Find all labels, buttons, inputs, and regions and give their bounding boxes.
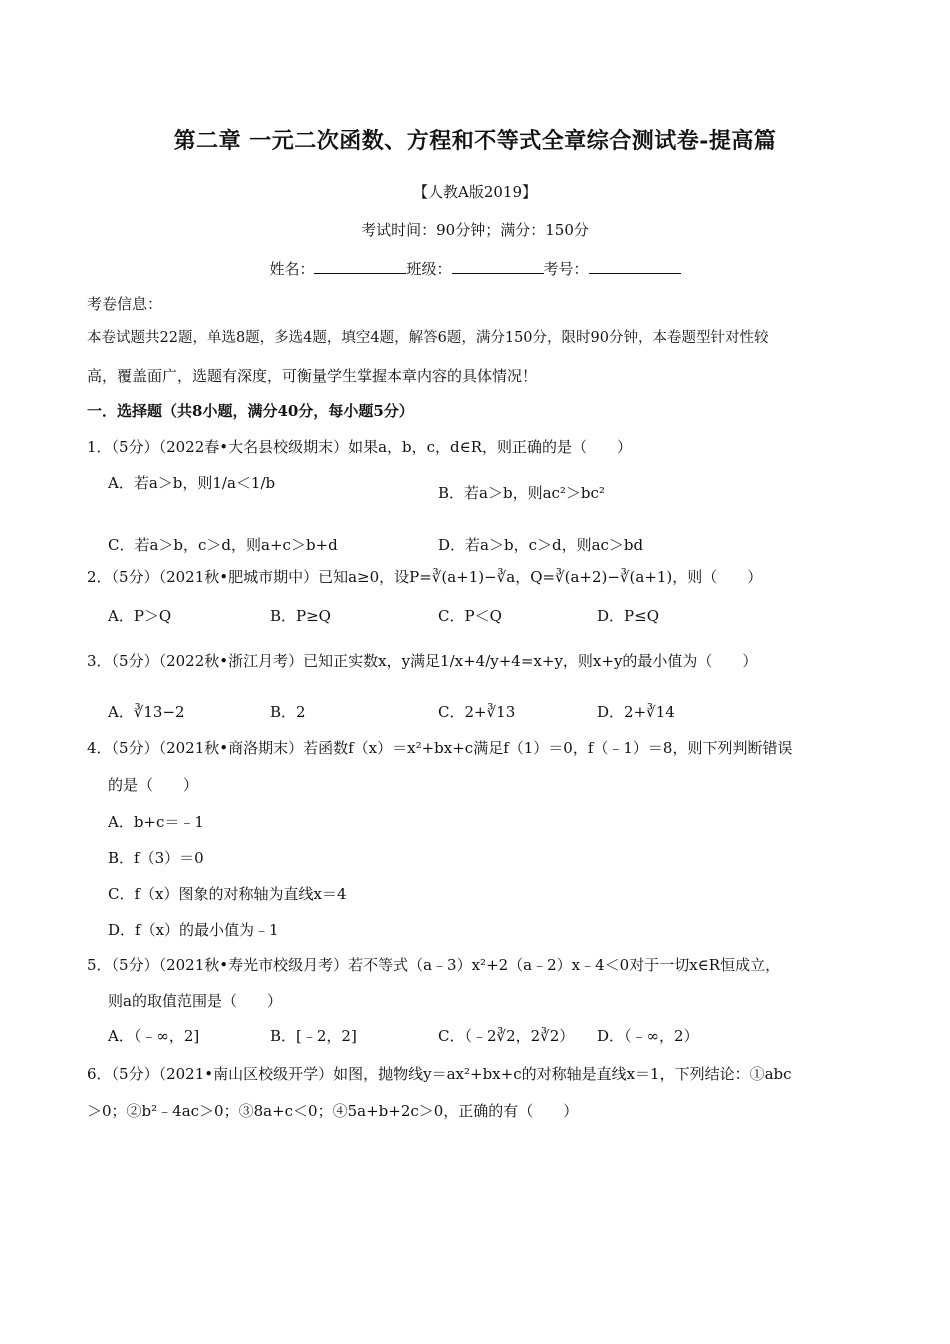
class-label: 班级： <box>406 260 452 278</box>
q5-option-b[interactable]: B．[﹣2，2] <box>270 1027 357 1045</box>
q1-option-a[interactable]: A．若a＞b，则1/a＜1/b <box>108 474 276 492</box>
q2-option-c[interactable]: C．P＜Q <box>438 607 502 625</box>
id-blank[interactable] <box>589 259 681 274</box>
question-4-stem-line1: 4．（5分）（2021秋•商洛期末）若函数f（x）＝x²+bx+c满足f（1）＝0，f（﹣1）＝8，则下列判断错误 <box>87 739 793 757</box>
id-label: 考号： <box>543 260 589 278</box>
info-heading: 考卷信息： <box>87 295 163 313</box>
exam-info: 考试时间：90分钟；满分：150分 <box>361 221 589 239</box>
info-line-1: 本卷试题共22题，单选8题，多选4题，填空4题，解答6题，满分150分，限时90分钟，本卷题型针对性较 <box>87 330 769 346</box>
q3-option-c[interactable]: C．2+∛13 <box>438 703 516 721</box>
question-3-stem: 3．（5分）（2022秋•浙江月考）已知正实数x，y满足1/x+4/y+4=x+y，则x+y的最小值为（ ） <box>87 652 758 670</box>
question-6-stem-line2: ＞0；②b²﹣4ac＞0；③8a+c＜0；④5a+b+2c＞0，正确的有（ ） <box>87 1102 579 1120</box>
q3-option-d[interactable]: D．2+∛14 <box>597 703 675 721</box>
q4-option-b[interactable]: B．f（3）＝0 <box>108 849 204 867</box>
q1-option-b[interactable]: B．若a＞b，则ac²＞bc² <box>438 484 605 502</box>
student-info-row <box>0 258 950 279</box>
q3-option-b[interactable]: B．2 <box>270 703 306 721</box>
q4-option-a[interactable]: A．b+c＝﹣1 <box>108 813 204 831</box>
page-title: 第二章 一元二次函数、方程和不等式全章综合测试卷-提高篇 <box>173 128 777 154</box>
q4-option-c[interactable]: C．f（x）图象的对称轴为直线x＝4 <box>108 885 347 903</box>
info-line-2: 高，覆盖面广，选题有深度，可衡量学生掌握本章内容的具体情况！ <box>87 367 538 385</box>
question-2-stem: 2．（5分）（2021秋•肥城市期中）已知a≥0，设P=∛(a+1)−∛a，Q=∛(a+2)−∛(a+1)，则（ ） <box>87 568 763 586</box>
q3-option-a[interactable]: A．∛13−2 <box>108 703 185 721</box>
q5-option-d[interactable]: D．（﹣∞，2） <box>597 1027 699 1045</box>
q5-option-a[interactable]: A．（﹣∞，2] <box>108 1027 200 1045</box>
q2-option-d[interactable]: D．P≤Q <box>597 607 659 625</box>
edition-label: 【人教A版2019】 <box>412 183 537 201</box>
q2-option-b[interactable]: B．P≥Q <box>270 607 331 625</box>
question-1-stem: 1．（5分）（2022春•大名县校级期末）如果a，b，c，d∈R，则正确的是（ ） <box>87 438 633 456</box>
question-6-stem-line1: 6．（5分）（2021•南山区校级开学）如图，抛物线y＝ax²+bx+c的对称轴是直线x＝1，下列结论：①abc <box>87 1065 792 1083</box>
q5-option-c[interactable]: C．（﹣2∛2，2∛2） <box>438 1027 575 1045</box>
question-4-stem-line2: 的是（ ） <box>108 776 199 794</box>
question-5-stem-line1: 5．（5分）（2021秋•寿光市校级月考）若不等式（a﹣3）x²+2（a﹣2）x﹣4＜0对于一切x∈R恒成立， <box>87 956 781 974</box>
name-label: 姓名： <box>269 260 315 278</box>
class-blank[interactable] <box>452 259 544 274</box>
q1-option-c[interactable]: C．若a＞b，c＞d，则a+c＞b+d <box>108 536 338 554</box>
question-5-stem-line2: 则a的取值范围是（ ） <box>108 992 282 1010</box>
q2-option-a[interactable]: A．P＞Q <box>108 607 172 625</box>
q4-option-d[interactable]: D．f（x）的最小值为﹣1 <box>108 921 279 939</box>
section-heading: 一．选择题（共8小题，满分40分，每小题5分） <box>87 402 414 420</box>
name-blank[interactable] <box>314 259 406 274</box>
q1-option-d[interactable]: D．若a＞b，c＞d，则ac＞bd <box>438 536 644 554</box>
